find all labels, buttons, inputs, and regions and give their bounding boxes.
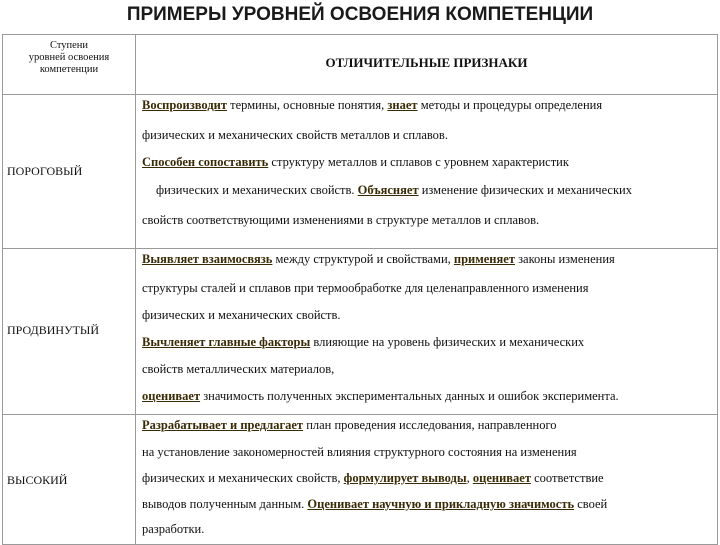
key-verb: оценивает	[142, 389, 201, 403]
features-column-header: ОТЛИЧИТЕЛЬНЫЕ ПРИЗНАКИ	[136, 35, 718, 95]
key-verb: применяет	[453, 252, 515, 266]
level-description: Разрабатывает и предлагает план проведения исследования, направленного на установление закономерностей влияния структурного состояния на изменения физических и механических свойств, формулирует выводы, оценивает соответствие выводов полученным данным. Оценивает научную и прикладную значимость своей разработки.	[136, 415, 718, 545]
level-name: ПРОДВИНУТЫЙ	[3, 249, 136, 415]
key-verb: Воспроизводит	[142, 98, 227, 112]
key-verb: Разрабатывает и предлагает	[142, 418, 304, 432]
key-verb: оценивает	[472, 471, 531, 485]
level-description: Воспроизводит термины, основные понятия, знает методы и процедуры определения физических и механических свойств металлов и сплавов. Способен сопоставить структуру металлов и сплавов с уровнем характеристик физических и механических свойств. Объясняет изменение физических и механических свойств соответствующими изменениями в структуре металлов и сплавов.	[136, 95, 718, 249]
key-verb: формулирует выводы	[343, 471, 467, 485]
level-name: ПОРОГОВЫЙ	[3, 95, 136, 249]
level-description: Выявляет взаимосвязь между структурой и свойствами, применяет законы изменения структуры сталей и сплавов при термообработке для целенаправленного изменения физических и механических свойств. Вычленяет главные факторы влияющие на уровень физических и механических свойств металлических материалов, оценивает значимость полученных экспериментальных данных и ошибок эксперимента.	[136, 249, 718, 415]
level-name: ВЫСОКИЙ	[3, 415, 136, 545]
table-row	[3, 95, 718, 249]
page-title: ПРИМЕРЫ УРОВНЕЙ ОСВОЕНИЯ КОМПЕТЕНЦИИ	[126, 4, 594, 25]
key-verb: Объясняет	[357, 183, 419, 197]
key-verb: Оценивает научную и прикладную значимость	[307, 497, 575, 511]
table-row	[3, 249, 718, 415]
key-verb: знает	[387, 98, 418, 112]
key-verb: Выявляет взаимосвязь	[142, 252, 273, 266]
table-row	[3, 415, 718, 545]
competence-levels-table	[2, 34, 718, 545]
key-verb: Вычленяет главные факторы	[142, 335, 311, 349]
key-verb: Способен сопоставить	[142, 155, 269, 169]
level-column-header: Ступени уровней освоения компетенции	[3, 35, 136, 95]
table-header-row	[3, 35, 718, 95]
